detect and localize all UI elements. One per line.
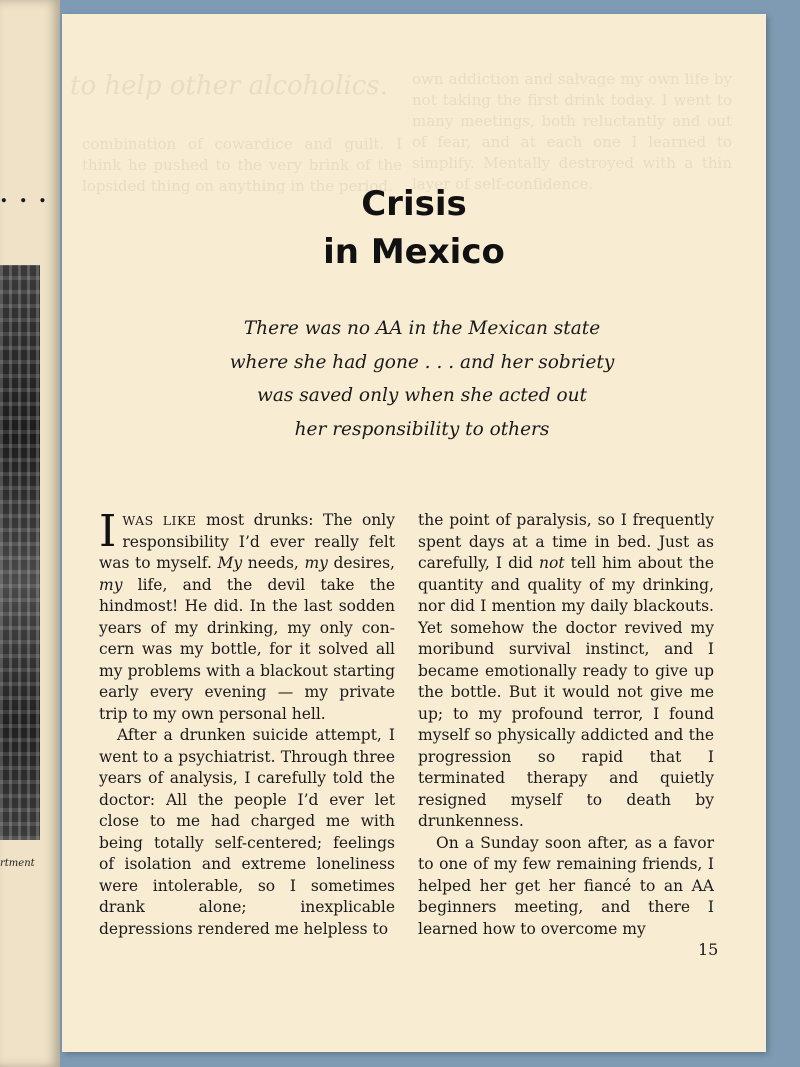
lead-in: WAS LIKE [122,513,197,528]
article-subtitle [182,312,662,446]
show-through-left: combination of cowardice and guilt. I think he pushed to the very brink of the lopsided thing on anything in the period. [82,135,402,195]
subtitle-line: where she had gone . . . and her sobriety [229,351,615,373]
facing-page [0,0,60,1067]
subtitle-line: There was no AA in the Mexican state [243,318,601,339]
paragraph: On a Sunday soon after, as a favor to one of my few remaining friends, I helped her get her fiancé to an AA beginners meeting, and there I learned how to overcome my [418,833,714,938]
subtitle-line: her responsibility to others [294,418,550,440]
paragraph [418,510,714,833]
text-run: desires, [327,554,395,572]
show-through-heading: to help other alcoholics. [70,71,388,101]
text-run: most drunks: The only responsibility I’d ever really felt was to myself. [99,511,395,572]
emphasis: my [99,575,123,594]
body-column-right [418,510,714,940]
subtitle-line: was saved only when she acted out [257,385,587,406]
facing-page-dots: . . . [0,182,49,208]
facing-page-caption: rtment [0,858,35,869]
text-run: tell him about the quantity and quality of my drinking, nor did I mention my daily blackouts. Yet somehow the doctor revived my moribund survival instinct, and I became emotionally ready to give up the bottle. But it would not give me up; to my profound terror, I found myself so physically addicted and the progression so rapid that I terminated therapy and quietly resigned myself to death by drunkenness. [418,554,714,830]
text-run: life, and the devil take the hindmost! He did. In the last sodden years of my drinking, my only concern was my bottle, for it solved all my problems with a blackout starting early every evening — my private trip to my own personal hell. [99,575,395,723]
text-run: needs, [242,554,305,572]
paragraph: After a drunken suicide attempt, I went to a psychiatrist. Through three years of analysis, I carefully told the doctor: All the people I’d ever let close to me had charged me with being totally self-centered; feelings of isolation and extreme loneliness were intolerable, so I sometimes drank alone; inexplicable depressions rendered me helpless to [99,726,395,938]
facing-page-photo [0,265,40,840]
article-title-line-1: Crisis [361,184,467,224]
emphasis: my [304,554,328,572]
page-number: 15 [698,940,719,959]
article-title-line-2: in Mexico [323,232,505,272]
emphasis: My [217,554,243,572]
paragraph [99,506,395,725]
magazine-page [62,14,766,1052]
text-run: the point of paralysis, so I frequently spent days at a time in bed. Just as carefully, I did [418,511,714,572]
body-column-left [99,506,395,940]
show-through-right: own addiction and salvage my own life by not taking the first drink today. I went to many meetings, both reluctantly and out of fear, and at each one I learned to simplify. Mentally destroyed with a thin layer of self-confidence. [412,70,732,193]
drop-cap: I [99,506,117,557]
emphasis: not [539,554,565,572]
